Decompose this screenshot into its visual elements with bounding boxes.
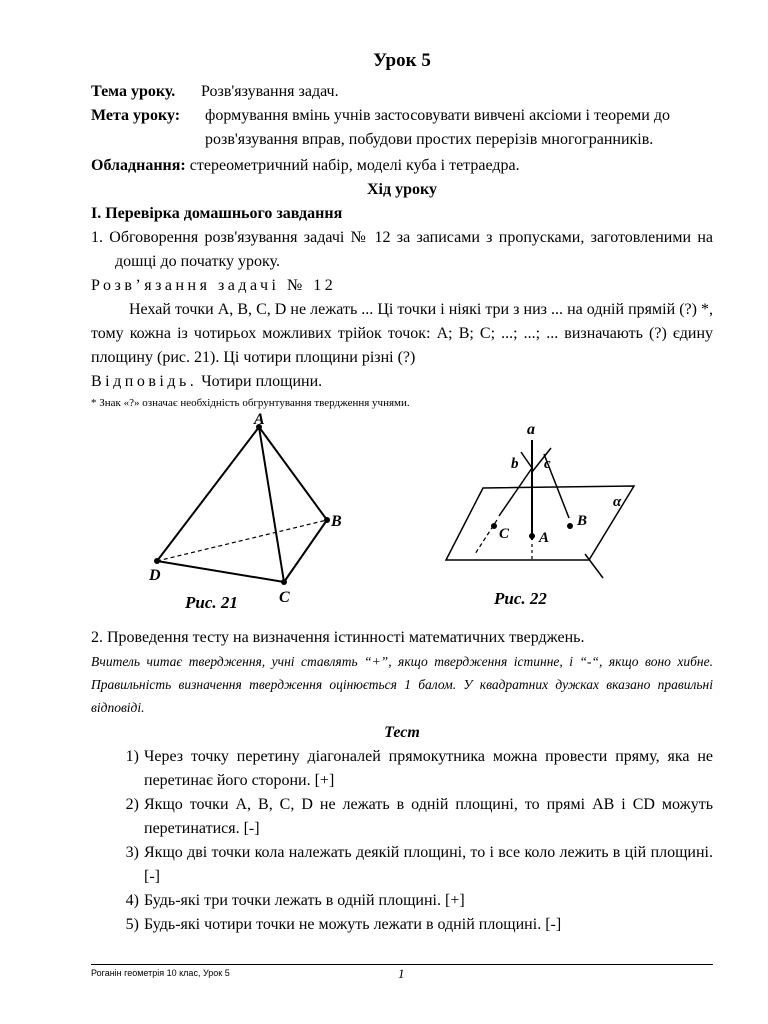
page-number: 1 bbox=[398, 966, 405, 981]
goal-label: Мета уроку: bbox=[91, 107, 181, 124]
topic-text: Розв'язування задач. bbox=[201, 83, 339, 100]
figures-area bbox=[91, 412, 713, 626]
answer-text: Чотири площини. bbox=[201, 373, 323, 390]
item-2: 2. Проведення тесту на визначення істинності математичних тверджень. bbox=[91, 629, 585, 646]
item-number: 2) bbox=[125, 796, 139, 813]
item-number: 3) bbox=[125, 844, 139, 861]
footer-text: Роганін геометрія 10 клас, Урок 5 bbox=[91, 968, 230, 978]
item-number: 5) bbox=[125, 916, 139, 933]
item-text: Будь-які три точки лежать в одній площині. [+] bbox=[144, 892, 465, 909]
fig21-caption: Рис. 21 bbox=[185, 593, 238, 612]
goal-row bbox=[91, 104, 713, 152]
document-page bbox=[91, 50, 713, 937]
list-item bbox=[91, 793, 713, 841]
item-number: 4) bbox=[125, 892, 139, 909]
item-text: Через точку перетину діагоналей прямокутника можна провести пряму, яка не перетинає його сторони. [+] bbox=[144, 748, 713, 789]
test-list bbox=[91, 745, 713, 937]
list-item bbox=[91, 745, 713, 793]
section-heading: І. Перевірка домашнього завдання bbox=[91, 205, 343, 222]
solution-heading: Розв’язання задачі № 12 bbox=[91, 277, 337, 294]
item-text: Будь-які чотири точки не можуть лежати в одній площині. [-] bbox=[144, 916, 562, 933]
list-item bbox=[91, 913, 713, 937]
test-title: Тест bbox=[384, 724, 420, 741]
fig21-label-a: A bbox=[254, 412, 265, 428]
item-1: 1. Обговорення розв'язування задачі № 12 за записами з пропусками, заготовленими на дошці до початку уроку. bbox=[91, 229, 713, 270]
fig21-label-c: C bbox=[279, 589, 290, 606]
fig22-caption: Рис. 22 bbox=[494, 589, 547, 608]
fig22-label-a-line: a bbox=[527, 421, 535, 438]
item-number: 1) bbox=[125, 748, 139, 765]
list-item bbox=[91, 889, 713, 913]
fig22-label-alpha: α bbox=[613, 494, 622, 510]
fig22-label-b-line: b bbox=[511, 456, 519, 472]
fig22-label-point-c: C bbox=[499, 526, 510, 542]
list-item bbox=[91, 841, 713, 889]
fig22-label-c-line: c bbox=[544, 456, 551, 472]
answer-line bbox=[91, 370, 713, 394]
item-text: Якщо дві точки кола належать деякій площині, то і все коло лежить в цій площині. [-] bbox=[144, 844, 713, 885]
footnote: * Знак «?» означає необхідність обгрунтування твердження учнями. bbox=[91, 397, 410, 409]
fig21-label-b: B bbox=[331, 513, 342, 530]
goal-text: формування вмінь учнів застосовувати вивчені аксіоми і теореми до розв'язування вправ, побудови простих перерізів многогранників. bbox=[205, 107, 670, 148]
equipment-label: Обладнання: bbox=[91, 157, 186, 174]
lesson-title: Урок 5 bbox=[373, 50, 431, 71]
answer-label: Відповідь. bbox=[91, 373, 198, 390]
fig22-label-point-b: B bbox=[577, 513, 588, 529]
fig21-label-d: D bbox=[149, 567, 161, 584]
figure-21-tetrahedron bbox=[91, 412, 713, 626]
fig22-label-point-a: A bbox=[539, 530, 550, 546]
solution-text: Нехай точки А, В, С, D не лежать ... Ці точки і ніякі три з низ ... на одній прямій (?) *, тому кожна із чотирьох можливих трійок точок: А; В; С; ...; ...; ... визначають (?) єдину площину (рис. 21). Ці чотири площини різні (?) bbox=[91, 301, 713, 366]
topic-row bbox=[91, 80, 713, 104]
equipment-text: стереометричний набір, моделі куба і тетраедра. bbox=[189, 157, 520, 174]
equipment-row bbox=[91, 154, 713, 178]
item-text: Якщо точки А, В, С, D не лежать в одній площині, то прямі АВ і CD можуть перетинатися. [-] bbox=[144, 796, 713, 837]
course-heading: Хід уроку bbox=[367, 181, 437, 198]
teacher-instruction: Вчитель читає твердження, учні ставлять “+”, якщо твердження істинне, і “-“, якщо воно хибне. Правильність визначення твердження оцінюється 1 балом. У квадратних дужках вказано правильні відповіді. bbox=[91, 654, 713, 715]
topic-label: Тема уроку. bbox=[91, 83, 176, 100]
